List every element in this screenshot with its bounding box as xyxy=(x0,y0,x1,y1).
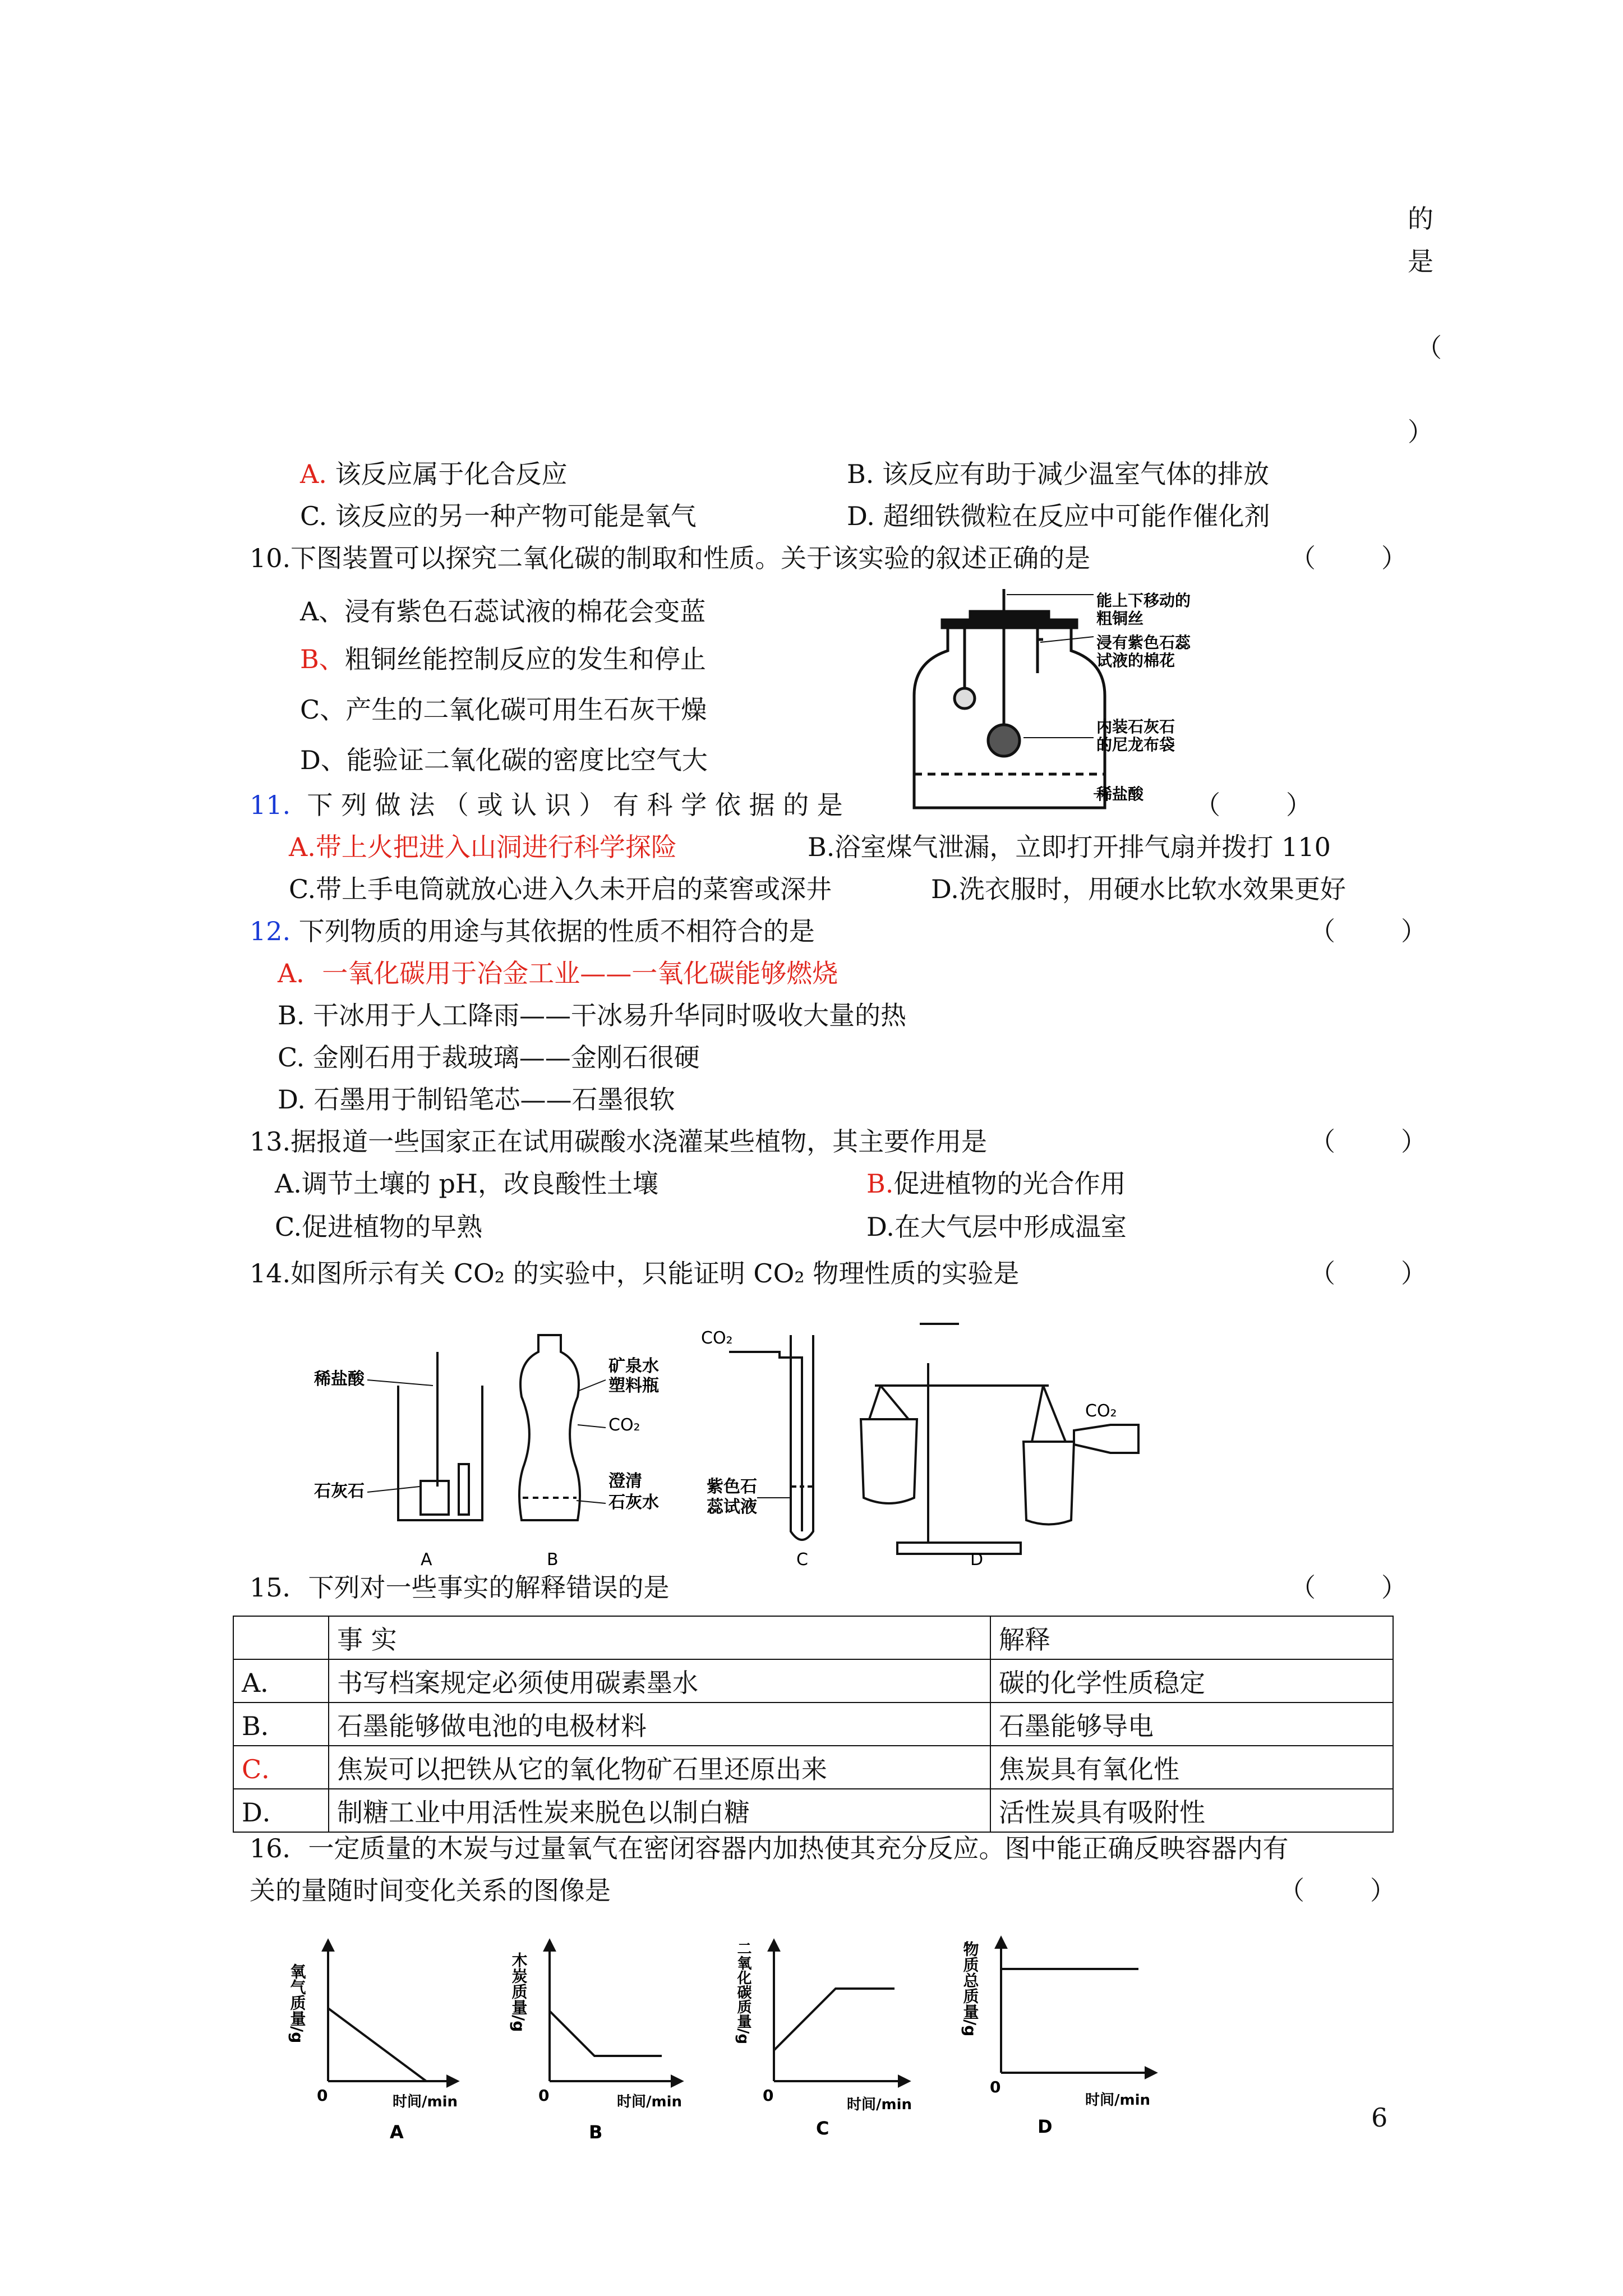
q12-option-c: C. 金刚石用于裁玻璃——金刚石很硬 xyxy=(278,1042,700,1073)
q11-stem-text: 下 列 做 法 （ 或 认 识 ） 有 科 学 依 据 的 是 xyxy=(307,790,843,820)
q12-number: 12. xyxy=(250,916,291,946)
q14-label-limewater-1: 澄清 xyxy=(608,1471,642,1491)
fragment-open-paren: （ xyxy=(1416,333,1442,363)
q13-option-d: D.在大气层中形成温室 xyxy=(866,1212,1127,1242)
graph-c-origin: 0 xyxy=(763,2086,774,2105)
q11-option-b: B.浴室煤气泄漏，立即打开排气扇并拨打 110 xyxy=(808,832,1331,862)
graph-d-letter: D xyxy=(1038,2116,1053,2137)
table-row xyxy=(233,1703,1393,1746)
q10-answer-blank: （ ） xyxy=(1290,543,1407,573)
graph-a-xlabel: 时间/min xyxy=(393,2093,458,2110)
q10-fig-label-bag-1: 内装石灰石 xyxy=(1096,717,1175,736)
q10-fig-label-wire-1: 能上下移动的 xyxy=(1096,591,1191,610)
q13-answer-blank: （ ） xyxy=(1310,1126,1427,1157)
table-cell: 碳的化学性质稳定 xyxy=(990,1659,1393,1703)
graph-d xyxy=(961,1938,1156,2137)
table-header-cell xyxy=(233,1616,329,1659)
graph-b-ylabel: 木炭质量/g xyxy=(509,1952,528,2032)
q14-answer-blank: （ ） xyxy=(1310,1258,1427,1289)
graph-a-curve xyxy=(328,2008,426,2081)
q9-option-b: B. 该反应有助于减少温室气体的排放 xyxy=(847,459,1270,489)
q10-fig-label-cotton-2: 试液的棉花 xyxy=(1096,651,1175,670)
q13-option-a: A.调节土壤的 pH，改良酸性土壤 xyxy=(275,1168,659,1199)
q10-option-b xyxy=(300,642,706,676)
q14-experiment-figures xyxy=(314,1318,1166,1571)
table-header-cell: 解释 xyxy=(990,1616,1393,1659)
q11-stem xyxy=(250,788,843,822)
q12-stem-text: 下列物质的用途与其依据的性质不相符合的是 xyxy=(298,916,815,946)
graph-b-letter: B xyxy=(589,2122,603,2143)
q9-option-c: C. 该反应的另一种产物可能是氧气 xyxy=(300,501,697,531)
q12-answer-blank: （ ） xyxy=(1310,916,1427,946)
q9-option-a-text: 该反应属于化合反应 xyxy=(335,459,568,489)
graph-c-xlabel: 时间/min xyxy=(847,2096,912,2113)
q16-graphs xyxy=(288,1930,1245,2143)
table-row xyxy=(233,1789,1393,1832)
graph-a-ylabel: 氧气质量/g xyxy=(288,1963,307,2044)
q10-option-d: D、能验证二氧化碳的密度比空气大 xyxy=(300,745,708,775)
table-cell: 石墨能够做电池的电极材料 xyxy=(329,1703,990,1746)
q9-option-a-letter: A. xyxy=(300,459,327,489)
table-cell: B． xyxy=(233,1703,329,1746)
q13-option-b-text: 促进植物的光合作用 xyxy=(893,1168,1126,1199)
table-row xyxy=(233,1746,1393,1789)
q12-option-b: B. 干冰用于人工降雨——干冰易升华同时吸收大量的热 xyxy=(278,1000,907,1030)
q11-option-a: A.带上火把进入山洞进行科学探险 xyxy=(289,832,677,862)
q14-label-bottle-1: 矿泉水 xyxy=(608,1356,659,1376)
table-cell: 焦炭可以把铁从它的氧化物矿石里还原出来 xyxy=(329,1746,990,1789)
graph-d-ylabel: 物质总质量/g xyxy=(961,1941,980,2037)
q14-figure-c-letter: C xyxy=(796,1550,808,1570)
q11-option-c: C.带上手电筒就放心进入久未开启的菜窖或深井 xyxy=(289,874,832,904)
table-header-cell: 事 实 xyxy=(329,1616,990,1659)
page-number: 6 xyxy=(1371,2102,1388,2133)
q10-fig-label-wire-2: 粗铜丝 xyxy=(1096,609,1144,628)
q14-label-limewater-2: 石灰水 xyxy=(608,1493,659,1512)
q15-stem: 15．下列对一些事实的解释错误的是 xyxy=(250,1572,670,1603)
q16-stem-line-1: 16．一定质量的木炭与过量氧气在密闭容器内加热使其充分反应。图中能正确反映容器内有 xyxy=(250,1833,1289,1864)
q13-stem: 13.据报道一些国家正在试用碳酸水浇灌某些植物，其主要作用是 xyxy=(250,1126,988,1157)
q10-option-c: C、产生的二氧化碳可用生石灰干燥 xyxy=(300,694,707,725)
q9-option-d: D. 超细铁微粒在反应中可能作催化剂 xyxy=(847,501,1270,531)
q14-figure-a-letter: A xyxy=(421,1550,432,1570)
q13-option-b-letter: B. xyxy=(866,1168,894,1199)
table-cell: 活性炭具有吸附性 xyxy=(990,1789,1393,1832)
table-cell: 焦炭具有氧化性 xyxy=(990,1746,1393,1789)
graph-c-ylabel: 二氧化碳质量/g xyxy=(735,1941,751,2045)
graph-c-letter: C xyxy=(816,2118,829,2139)
q13-option-c: C.促进植物的早熟 xyxy=(275,1212,483,1242)
q9-option-a xyxy=(300,457,567,491)
q10-apparatus-figure xyxy=(903,589,1217,813)
q10-fig-label-acid: 稀盐酸 xyxy=(1096,785,1144,803)
q15-table xyxy=(233,1616,1394,1833)
table-cell: 石墨能够导电 xyxy=(990,1703,1393,1746)
table-cell: D． xyxy=(233,1789,329,1832)
q14-figure-b-letter: B xyxy=(547,1550,559,1570)
fragment-close-paren: ） xyxy=(1408,417,1433,447)
q14-label-limestone: 石灰石 xyxy=(314,1481,365,1501)
fragment-shi: 是 xyxy=(1408,246,1433,277)
graph-b-xlabel: 时间/min xyxy=(617,2093,683,2110)
graph-a-origin: 0 xyxy=(317,2086,328,2105)
q10-option-b-letter: B、 xyxy=(300,644,345,674)
q12-option-a: A．一氧化碳用于冶金工业——一氧化碳能够燃烧 xyxy=(278,958,838,988)
q14-label-litmus-1: 紫色石 xyxy=(707,1477,757,1497)
graph-a xyxy=(288,1941,458,2143)
graph-b-curve xyxy=(550,2011,662,2056)
q10-fig-label-bag-2: 的尼龙布袋 xyxy=(1096,735,1175,754)
graph-d-origin: 0 xyxy=(990,2078,1001,2096)
graph-c-curve xyxy=(774,1989,895,2050)
table-cell: 制糖工业中用活性炭来脱色以制白糖 xyxy=(329,1789,990,1832)
q14-label-hcl: 稀盐酸 xyxy=(314,1369,365,1389)
q10-option-a: A、浸有紫色石蕊试液的棉花会变蓝 xyxy=(300,596,706,627)
graph-b xyxy=(510,1941,683,2143)
table-cell: A． xyxy=(233,1659,329,1703)
q11-answer-blank: （ ） xyxy=(1195,790,1312,820)
q14-figure-d-letter: D xyxy=(970,1550,984,1570)
graph-d-xlabel: 时间/min xyxy=(1085,2092,1151,2109)
q10-option-b-text: 粗铜丝能控制反应的发生和停止 xyxy=(344,644,706,674)
fragment-de: 的 xyxy=(1408,204,1433,234)
graph-a-letter: A xyxy=(390,2122,404,2143)
q12-option-d: D. 石墨用于制铅笔芯——石墨很软 xyxy=(278,1084,675,1115)
table-row xyxy=(233,1659,1393,1703)
q14-label-litmus-2: 蕊试液 xyxy=(707,1497,757,1517)
q16-answer-blank: （ ） xyxy=(1279,1875,1396,1906)
graph-b-origin: 0 xyxy=(538,2086,550,2105)
table-header-row xyxy=(233,1616,1393,1659)
table-cell: C． xyxy=(233,1746,329,1789)
q14-stem: 14.如图所示有关 CO₂ 的实验中，只能证明 CO₂ 物理性质的实验是 xyxy=(250,1258,1020,1289)
q10-stem: 10.下图装置可以探究二氧化碳的制取和性质。关于该实验的叙述正确的是 xyxy=(250,543,1091,573)
q16-stem-line-2: 关的量随时间变化关系的图像是 xyxy=(250,1875,611,1906)
q13-option-b xyxy=(866,1167,1126,1200)
q11-number: 11. xyxy=(250,790,291,820)
q14-label-bottle-2: 塑料瓶 xyxy=(608,1376,659,1396)
q10-fig-label-cotton-1: 浸有紫色石蕊 xyxy=(1096,633,1191,652)
q11-option-d: D.洗衣服时，用硬水比软水效果更好 xyxy=(931,874,1346,904)
table-cell: 书写档案规定必须使用碳素墨水 xyxy=(329,1659,990,1703)
q14-label-co2-b: CO₂ xyxy=(608,1415,640,1435)
q12-stem xyxy=(250,914,815,948)
q14-label-co2-c: CO₂ xyxy=(701,1328,733,1348)
q15-answer-blank: （ ） xyxy=(1290,1572,1407,1603)
graph-c xyxy=(735,1941,912,2139)
q14-label-co2-d: CO₂ xyxy=(1085,1401,1117,1421)
